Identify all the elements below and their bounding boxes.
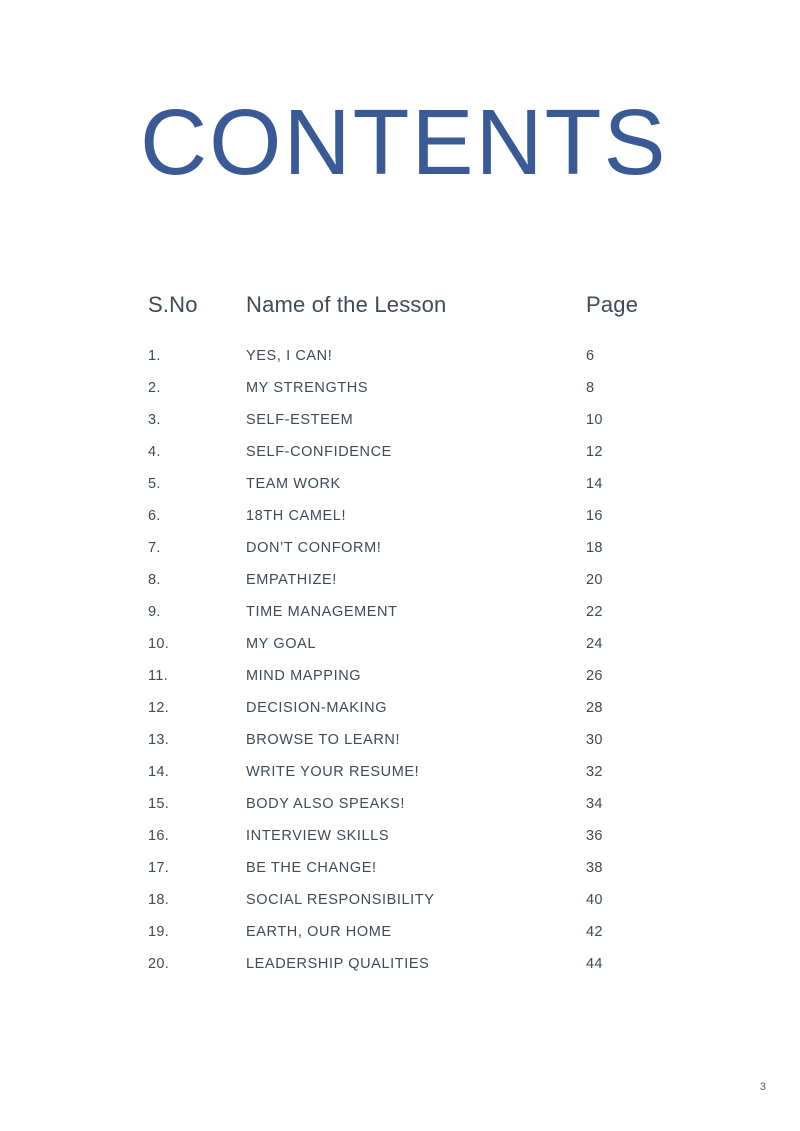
page-number: 3 — [759, 1081, 766, 1093]
row-sno: 14. — [148, 764, 170, 780]
row-lesson-name: TEAM WORK — [246, 476, 341, 492]
table-row — [148, 380, 668, 412]
table-row — [148, 892, 668, 924]
table-row — [148, 636, 668, 668]
row-sno: 2. — [148, 380, 161, 396]
row-page: 30 — [586, 732, 603, 748]
row-lesson-name: BE THE CHANGE! — [246, 860, 377, 876]
row-lesson-name: MY STRENGTHS — [246, 380, 369, 396]
table-row — [148, 828, 668, 860]
table-row — [148, 924, 668, 956]
table-row — [148, 956, 668, 988]
row-sno: 1. — [148, 348, 161, 364]
row-page: 12 — [586, 444, 603, 460]
table-row — [148, 796, 668, 828]
row-lesson-name: DON’T CONFORM! — [246, 540, 382, 556]
row-sno: 5. — [148, 476, 161, 492]
row-lesson-name: SELF-ESTEEM — [246, 412, 354, 428]
table-row — [148, 700, 668, 732]
table-row — [148, 764, 668, 796]
row-page: 32 — [586, 764, 603, 780]
row-sno: 16. — [148, 828, 170, 844]
table-row — [148, 668, 668, 700]
row-lesson-name: MY GOAL — [246, 636, 317, 652]
row-page: 10 — [586, 412, 603, 428]
row-page: 36 — [586, 828, 603, 844]
row-lesson-name: EARTH, OUR HOME — [246, 924, 392, 940]
row-lesson-name: SELF-CONFIDENCE — [246, 444, 392, 460]
row-page: 20 — [586, 572, 603, 588]
row-sno: 18. — [148, 892, 170, 908]
row-page: 40 — [586, 892, 603, 908]
table-row — [148, 572, 668, 604]
table-row — [148, 348, 668, 380]
table-row — [148, 732, 668, 764]
row-lesson-name: TIME MANAGEMENT — [246, 604, 398, 620]
row-lesson-name: MIND MAPPING — [246, 668, 362, 684]
row-page: 34 — [586, 796, 603, 812]
row-lesson-name: DECISION-MAKING — [246, 700, 388, 716]
row-lesson-name: 18TH CAMEL! — [246, 508, 347, 524]
row-lesson-name: WRITE YOUR RESUME! — [246, 764, 420, 780]
row-page: 14 — [586, 476, 603, 492]
table-row — [148, 476, 668, 508]
row-page: 18 — [586, 540, 603, 556]
table-row — [148, 540, 668, 572]
row-page: 16 — [586, 508, 603, 524]
row-sno: 4. — [148, 444, 161, 460]
row-sno: 20. — [148, 956, 170, 972]
row-lesson-name: BROWSE TO LEARN! — [246, 732, 401, 748]
row-lesson-name: LEADERSHIP QUALITIES — [246, 956, 430, 972]
row-sno: 8. — [148, 572, 161, 588]
row-sno: 17. — [148, 860, 170, 876]
row-sno: 10. — [148, 636, 170, 652]
row-sno: 3. — [148, 412, 161, 428]
row-page: 26 — [586, 668, 603, 684]
table-row — [148, 604, 668, 636]
column-header-sno: S.No — [148, 292, 198, 317]
column-header-lesson-name: Name of the Lesson — [246, 292, 447, 317]
table-of-contents — [148, 292, 668, 988]
table-row — [148, 508, 668, 540]
row-page: 22 — [586, 604, 603, 620]
row-page: 42 — [586, 924, 603, 940]
row-sno: 9. — [148, 604, 161, 620]
row-lesson-name: BODY ALSO SPEAKS! — [246, 796, 406, 812]
row-sno: 11. — [148, 668, 168, 684]
row-lesson-name: YES, I CAN! — [246, 348, 333, 364]
row-lesson-name: INTERVIEW SKILLS — [246, 828, 390, 844]
row-lesson-name: EMPATHIZE! — [246, 572, 337, 588]
row-sno: 12. — [148, 700, 170, 716]
table-row — [148, 860, 668, 892]
row-page: 38 — [586, 860, 603, 876]
row-sno: 19. — [148, 924, 170, 940]
table-header-row — [148, 292, 668, 318]
row-sno: 13. — [148, 732, 170, 748]
table-row — [148, 444, 668, 476]
row-page: 28 — [586, 700, 603, 716]
row-page: 8 — [586, 380, 595, 396]
row-page: 6 — [586, 348, 595, 364]
row-sno: 15. — [148, 796, 170, 812]
row-sno: 7. — [148, 540, 161, 556]
page-title: CONTENTS — [140, 90, 668, 194]
row-sno: 6. — [148, 508, 161, 524]
row-page: 44 — [586, 956, 603, 972]
column-header-page: Page — [586, 292, 639, 317]
table-row — [148, 412, 668, 444]
row-page: 24 — [586, 636, 603, 652]
row-lesson-name: SOCIAL RESPONSIBILITY — [246, 892, 435, 908]
